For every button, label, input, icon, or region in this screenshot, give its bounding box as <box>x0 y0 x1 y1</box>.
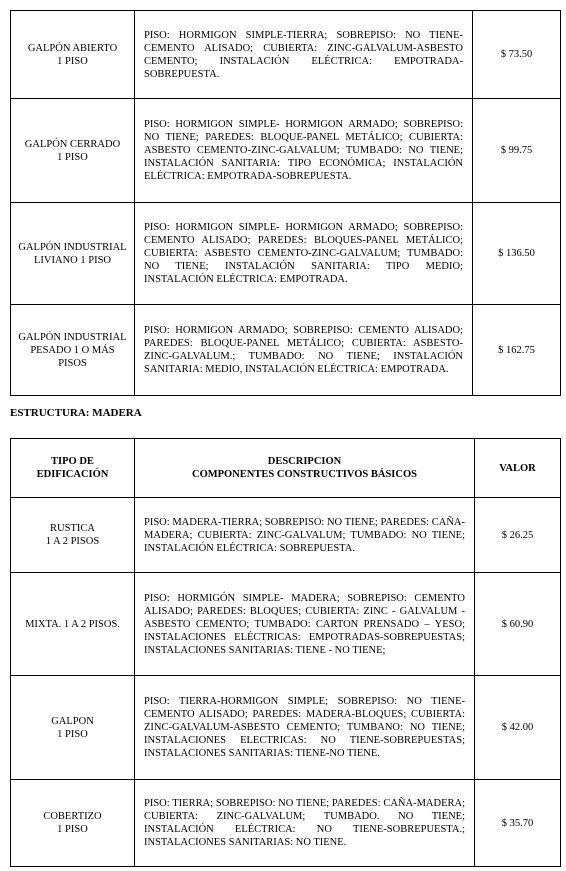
building-description: PISO: HORMIGÓN SIMPLE- MADERA; SOBREPISO: CEMENTO ALISADO; PAREDES: BLOQUES; CUBIERTA: ZINC - GALVALUM - ASBESTO CEMENTO; TUMBADO: CARTON PRENSADO – YESO; INSTALACIONES ELÉCTRICAS: EMPOTRADAS-SOBREPUESTAS; INSTALACIONES SANITARIAS: TIENE - NO TIENE; <box>135 573 475 676</box>
building-value: $ 162.75 <box>473 305 561 396</box>
building-description: PISO: HORMIGON SIMPLE- HORMIGON ARMADO; SOBREPISO: NO TIENE; PAREDES: BLOQUE-PANEL METÁLICO; CUBIERTA: ASBESTO CEMENTO-ZINC-GALVALUM; TUMBADO: NO TIENE; INSTALACIÓN SANITARIA: TIPO ECONÓMICA; INSTALACIÓN ELÉCTRICA: EMPOTRADA-SOBREPUESTA. <box>135 99 473 203</box>
table-row <box>11 676 561 780</box>
building-value: $ 26.25 <box>475 498 561 573</box>
building-description: PISO: TIERRA; SOBREPISO: NO TIENE; PAREDES: CAÑA-MADERA; CUBIERTA: ZINC-GALVALUM; TUMBADO. NO TIENE; INSTALACIÓN ELÉCTRICA: NO TIENE-SOBREPUESTA.; INSTALACIONES SANITARIAS: NO TIENE. <box>135 780 475 867</box>
building-type: COBERTIZO 1 PISO <box>11 780 135 867</box>
building-type: GALPÓN INDUSTRIAL LIVIANO 1 PISO <box>11 203 135 305</box>
column-header-value: VALOR <box>475 439 561 498</box>
building-type: GALPÓN CERRADO 1 PISO <box>11 99 135 203</box>
building-description: PISO: HORMIGON ARMADO; SOBREPISO: CEMENTO ALISADO; PAREDES: BLOQUE-PANEL METÁLICO; CUBIERTA: ASBESTO-ZINC-GALVALUM.; TUMBADO: NO TIENE; INSTALACIÓN SANITARIA: MEDIO, INSTALACIÓN ELÉCTRICA: EMPOTRADA. <box>135 305 473 396</box>
table-row <box>11 780 561 867</box>
building-type: MIXTA. 1 A 2 PISOS. <box>11 573 135 676</box>
table-row <box>11 573 561 676</box>
table-row <box>11 11 561 99</box>
building-value: $ 99.75 <box>473 99 561 203</box>
table-row <box>11 203 561 305</box>
table-row <box>11 305 561 396</box>
building-type: GALPÓN ABIERTO 1 PISO <box>11 11 135 99</box>
building-value: $ 60.90 <box>475 573 561 676</box>
column-header-type: TIPO DE EDIFICACIÓN <box>11 439 135 498</box>
building-description: PISO: HORMIGON SIMPLE-TIERRA; SOBREPISO: NO TIENE-CEMENTO ALISADO; CUBIERTA: ZINC-GALVALUM-ASBESTO CEMENTO; INSTALACIÓN ELÉCTRICA: EMPOTRADA-SOBREPUESTA. <box>135 11 473 99</box>
building-value: $ 73.50 <box>473 11 561 99</box>
building-value: $ 136.50 <box>473 203 561 305</box>
building-description: PISO: TIERRA-HORMIGON SIMPLE; SOBREPISO: NO TIENE-CEMENTO ALISADO; PAREDES: MADERA-BLOQUES; CUBIERTA: ZINC-GALVALUM-ASBESTO CEMENTO; TUMBANO: NO TIENE; INSTALACIONES ELECTRICAS: NO TIENE-SOBREPUESTAS; INSTALACIONES SANITARIAS: TIENE-NO TIENE. <box>135 676 475 780</box>
building-type: RUSTICA 1 A 2 PISOS <box>11 498 135 573</box>
table-structure-wood <box>10 438 561 867</box>
section-title: ESTRUCTURA: MADERA <box>10 407 142 419</box>
column-header-description: DESCRIPCION COMPONENTES CONSTRUCTIVOS BÁSICOS <box>135 439 475 498</box>
building-description: PISO: HORMIGON SIMPLE- HORMIGON ARMADO; SOBREPISO: CEMENTO ALISADO; PAREDES: BLOQUES-PANEL METÁLICO; CUBIERTA: ASBESTO CEMENTO-ZINC-GALVALUM; TUMBADO: NO TIENE; INSTALACIÓN SANITARIA: TIPO MEDIO; INSTALACIÓN ELÉCTRICA: EMPOTRADA. <box>135 203 473 305</box>
building-type: GALPON 1 PISO <box>11 676 135 780</box>
table-row <box>11 498 561 573</box>
building-value: $ 35.70 <box>475 780 561 867</box>
table-structure-metal <box>10 10 561 396</box>
table-header-row <box>11 439 561 498</box>
building-type: GALPÓN INDUSTRIAL PESADO 1 O MÁS PISOS <box>11 305 135 396</box>
building-description: PISO: MADERA-TIERRA; SOBREPISO: NO TIENE; PAREDES: CAÑA-MADERA; CUBIERTA: ZINC-GALVALUM; TUMBADO: NO TIENE; INSTALACIÓN ELÉCTRICA: SOBREPUESTA. <box>135 498 475 573</box>
building-value: $ 42.00 <box>475 676 561 780</box>
table-row <box>11 99 561 203</box>
